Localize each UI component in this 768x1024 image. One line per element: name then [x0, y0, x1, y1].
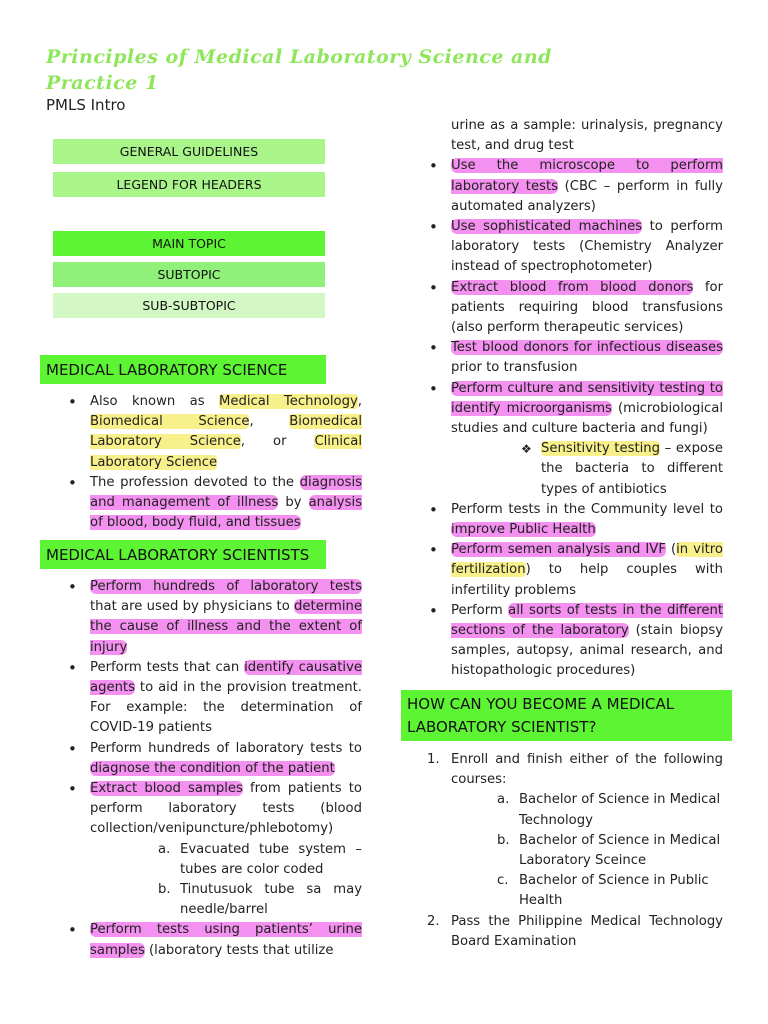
- list-item: • Perform all sorts of tests in the different sections of the laboratory (stain biopsy samples, autopsy, animal research, and histopathologic procedures): [451, 601, 723, 682]
- continued-text: urine as a sample: urinalysis, pregnancy test, and drug test: [451, 118, 723, 154]
- legend-subtopic: SUBTOPIC: [53, 262, 325, 287]
- list-item: • Perform tests that can identify causative agents to aid in the provision treatment. For example: the determination of COVID-19 patients: [90, 658, 362, 739]
- document-title: Principles of Medical Laboratory Science and Practice 1: [46, 46, 552, 94]
- list-item: • Extract blood from blood donors for patients requiring blood transfusions (also perform therapeutic services): [451, 278, 723, 339]
- sublist: [158, 840, 362, 921]
- sub-list-item: a. Evacuated tube system – tubes are color coded: [158, 841, 362, 877]
- col2-list: [451, 116, 723, 682]
- section-header-how-to-become: HOW CAN YOU BECOME A MEDICAL LABORATORY SCIENTIST?: [401, 690, 732, 741]
- sec3-list: [427, 750, 723, 952]
- sub-list-item: Sensitivity testing – expose the bacteria to different types of antibiotics: [541, 441, 723, 497]
- sublist: [497, 790, 723, 911]
- list-item: • The profession devoted to the diagnosis and management of illness by analysis of blood, body fluid, and tissues: [90, 473, 362, 534]
- sec2-list: [90, 577, 362, 961]
- sec1-list: [90, 392, 362, 533]
- list-item: • Perform hundreds of laboratory tests to diagnose the condition of the patient: [90, 739, 362, 779]
- sub-list-item: c. Bachelor of Science in Public Health: [497, 873, 709, 909]
- list-item: • Use the microscope to perform laboratory tests (CBC – perform in fully automated analyzers): [451, 156, 723, 217]
- section-header-medical-laboratory-science: MEDICAL LABORATORY SCIENCE: [40, 355, 326, 384]
- list-item: • Extract blood samples from patients to perform laboratory tests (blood collection/venipuncture/phlebotomy) a. Evacuated tube system – tubes are color coded b. Tinutusuok tube sa may needle/barrel: [90, 779, 362, 920]
- sub-list-item: a. Bachelor of Science in Medical Technology: [497, 792, 721, 828]
- list-item: • Perform hundreds of laboratory tests that are used by physicians to determine the cause of illness and the extent of injury: [90, 577, 362, 658]
- document-subtitle: PMLS Intro: [46, 96, 126, 114]
- legend-general-guidelines: GENERAL GUIDELINES: [53, 139, 325, 164]
- list-item: • Perform culture and sensitivity testing to identify microorganisms (microbiological studies and culture bacteria and fungi) Sensitivity testing – expose the bacteria to different types of antibiotics: [451, 379, 723, 500]
- numbered-item: 1. Enroll and finish either of the following courses: a. Bachelor of Science in Medical Technology b. Bachelor of Science in Medical Laboratory Sceince c. Bachelor of Science in Public Health: [451, 750, 723, 912]
- list-item: • Perform tests in the Community level to improve Public Health: [451, 500, 723, 540]
- list-item: • Use sophisticated machines to perform laboratory tests (Chemistry Analyzer instead of spectrophotometer): [451, 217, 723, 278]
- numbered-item: 2. Pass the Philippine Medical Technology Board Examination: [427, 913, 723, 949]
- legend-for-headers: LEGEND FOR HEADERS: [53, 172, 325, 197]
- section-header-medical-laboratory-scientists: MEDICAL LABORATORY SCIENTISTS: [40, 540, 326, 569]
- legend-main-topic: MAIN TOPIC: [53, 231, 325, 256]
- sub-list-item: b. Tinutusuok tube sa may needle/barrel: [158, 882, 362, 918]
- list-item: • Also known as Medical Technology, Biomedical Science, Biomedical Laboratory Science, or Clinical Laboratory Science: [90, 392, 362, 473]
- list-item: • Perform tests using patients’ urine samples (laboratory tests that utilize: [90, 920, 362, 960]
- legend-sub-subtopic: SUB-SUBTOPIC: [53, 293, 325, 318]
- sub-list-item: b. Bachelor of Science in Medical Laboratory Sceince: [497, 832, 721, 869]
- list-item: • Perform semen analysis and IVF (in vitro fertilization) to help couples with infertility problems: [451, 540, 723, 601]
- list-item: • Test blood donors for infectious diseases prior to transfusion: [451, 338, 723, 378]
